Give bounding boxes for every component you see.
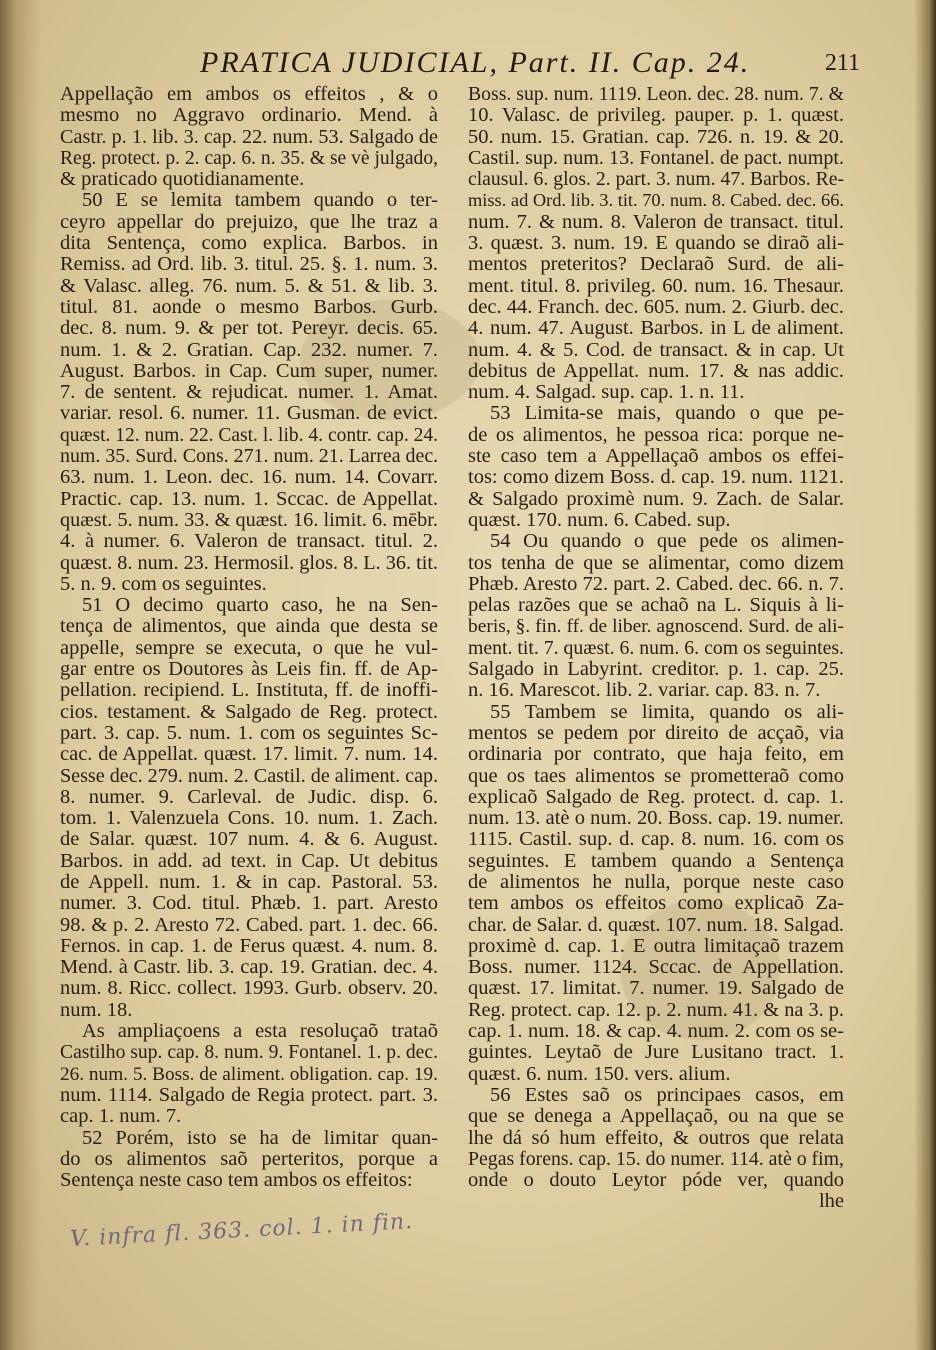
text-line: tença de alimentos, que ainda que desta se — [60, 615, 438, 638]
text-line: Reg. protect. p. 2. cap. 6. n. 35. & se vè julgado, — [60, 147, 438, 169]
text-line: mentos se pedem por direito de acçaõ, via — [468, 721, 844, 744]
text-line: part. 3. cap. 5. num. 1. com os seguintes Sc- — [60, 721, 438, 744]
text-line: 8. numer. 9. Carleval. de Judic. disp. 6. — [60, 785, 438, 808]
text-line: August. Barbos. in Cap. Cum super, numer. — [60, 359, 438, 382]
text-line: guintes. Leytaõ de Jure Lusitano tract. 1. — [468, 1041, 844, 1064]
text-line: lhe dá só hum effeito, & outros que relata — [468, 1126, 844, 1149]
text-line: que se denega a Appellaçaõ, ou na que se — [468, 1105, 844, 1128]
text-line: & praticado quotidianamente. — [60, 168, 305, 191]
text-line: num. 13. atè o num. 20. Boss. cap. 19. numer. — [468, 807, 844, 830]
text-line: mesmo no Aggravo ordinario. Mend. à — [60, 104, 438, 127]
text-line: 1115. Castil. sup. d. cap. 8. num. 16. com os — [468, 828, 844, 851]
text-line: 4. num. 47. August. Barbos. in L de aliment. — [468, 317, 844, 340]
text-line: num. 4. & 5. Cod. de transact. & in cap. Ut — [468, 338, 844, 361]
text-line: num. 4. Salgad. sup. cap. 1. n. 11. — [468, 381, 745, 404]
text-line: 56 Estes saõ os principaes casos, em — [490, 1083, 844, 1106]
text-line: titul. 81. aonde o mesmo Barbos. Gurb. — [60, 295, 438, 318]
text-line: Boss. numer. 1124. Sccac. de Appellation. — [468, 956, 844, 979]
text-line: quæst. 170. num. 6. Cabed. sup. — [468, 508, 731, 531]
text-line: 52 Porém, isto se ha de limitar quan- — [82, 1126, 438, 1149]
text-line: Sentença neste caso tem ambos os effeitos: — [60, 1169, 413, 1192]
text-line: 55 Tambem se limita, quando os ali- — [490, 700, 844, 723]
text-line: Practic. cap. 13. num. 1. Sccac. de Appellat. — [60, 487, 438, 510]
text-line: cac. de Appellat. quæst. 17. limit. 7. num. 14. — [60, 743, 438, 766]
text-line: ceyro appellar do prejuizo, que lhe traz a — [60, 210, 438, 233]
text-line: 50. num. 15. Gratian. cap. 726. n. 19. & 20. — [468, 125, 844, 148]
text-line: de os alimentos, he pessoa rica: porque ne- — [468, 423, 844, 446]
text-line: variar. resol. 6. numer. 11. Gusman. de evict. — [60, 402, 438, 425]
text-line: Mend. à Castr. lib. 3. cap. 19. Gratian. dec. 4. — [60, 956, 438, 979]
text-line: Salgado in Labyrint. creditor. p. 1. cap. 25. — [468, 658, 844, 681]
text-line: proximè d. cap. 1. E outra limitaçaõ trazem — [468, 934, 844, 957]
text-line: 26. num. 5. Boss. de aliment. obligation. cap. 19. — [60, 1063, 438, 1085]
text-line: num. 18. — [60, 998, 133, 1021]
text-line: quæst. 5. num. 33. & quæst. 16. limit. 6. mēbr. — [60, 508, 438, 531]
text-line: mentos preteritos? Declaraõ Surd. de ali- — [468, 253, 844, 276]
text-line: pelas razões que se achaõ na L. Siquis à li- — [468, 594, 844, 617]
running-head: PRATICA JUDICIAL, Part. II. Cap. 24. — [200, 46, 751, 79]
text-line: num. 1114. Salgado de Regia protect. part. 3. — [60, 1083, 438, 1106]
text-line: 3. quæst. 3. num. 19. E quando se diraõ ali- — [468, 232, 844, 255]
text-line: n. 16. Marescot. lib. 2. variar. cap. 83. n. 7. — [468, 679, 821, 702]
text-line: Pegas forens. cap. 15. do numer. 114. atè o fim, — [468, 1147, 844, 1170]
text-line: & Valasc. alleg. 76. num. 5. & 51. & lib. 3. — [60, 274, 438, 297]
text-line: 50 E se lemita tambem quando o ter- — [82, 189, 438, 212]
text-line: appelle, sempre se executa, o que he vul- — [60, 636, 438, 659]
right-text-column — [468, 84, 844, 1213]
text-line: 10. Valasc. de privileg. pauper. p. 1. quæst. — [468, 104, 844, 127]
text-line: beris, §. fin. ff. de liber. agnoscend. Surd. de ali- — [468, 616, 844, 638]
text-line: As ampliaçoens a esta resoluçaõ trataõ — [82, 1020, 438, 1043]
text-line: de Salar. quæst. 107 num. 4. & 6. August. — [60, 828, 438, 851]
text-line: do os alimentos saõ perteritos, porque a — [60, 1147, 438, 1170]
text-line: Boss. sup. num. 1119. Leon. dec. 28. num. 7. & — [468, 83, 844, 105]
text-line: Sesse dec. 279. num. 2. Castil. de aliment. cap. — [60, 764, 439, 787]
text-line: & Salgado proximè num. 9. Zach. de Salar. — [468, 487, 844, 510]
text-line: dita Sentença, como explica. Barbos. in — [60, 232, 438, 255]
text-line: num. 7. & num. 8. Valeron de transact. titul. — [468, 210, 844, 233]
text-line: Castr. p. 1. lib. 3. cap. 22. num. 53. Salgado de — [60, 125, 438, 148]
text-line: 5. n. 9. com os seguintes. — [60, 572, 267, 595]
text-line: dec. 8. num. 9. & per tot. Pereyr. decis. 65. — [60, 317, 438, 340]
text-line: ment. titul. 8. privileg. 60. num. 16. Thesaur. — [468, 274, 844, 297]
text-line: Fernos. in cap. 1. de Ferus quæst. 4. num. 8. — [60, 934, 438, 957]
text-line: que os taes alimentos se prometteraõ como — [468, 764, 844, 787]
page-edge-shadow — [914, 0, 936, 1350]
text-line: numer. 3. Cod. titul. Phæb. 1. part. Aresto — [60, 892, 438, 915]
text-line: tem ambos os effeitos como explicaõ Za- — [468, 892, 844, 915]
text-line: 4. à numer. 6. Valeron de transact. titul. 2. — [60, 530, 438, 553]
text-line: dec. 44. Franch. dec. 605. num. 2. Giurb. dec. — [468, 295, 844, 318]
text-line: Castil. sup. num. 13. Fontanel. de pact. numpt. — [468, 146, 844, 169]
text-line: pellation. recipiend. L. Instituta, ff. de inoffi- — [60, 679, 438, 702]
text-line: Remiss. ad Ord. lib. 3. titul. 25. §. 1. num. 3. — [60, 253, 438, 276]
text-line: de alimentos he nulla, porque neste caso — [468, 870, 844, 893]
text-line: num. 1. & 2. Gratian. Cap. 232. numer. 7. — [60, 338, 438, 361]
text-line: tos tenha de que se alimentar, como dizem — [468, 551, 844, 574]
text-line: debitus de Appellat. num. 17. & nas addic. — [468, 359, 844, 382]
text-line: 51 O decimo quarto caso, he na Sen- — [82, 594, 438, 617]
text-line: de Appell. num. 1. & in cap. Pastoral. 53. — [60, 870, 438, 893]
text-line: ste caso tem a Appellaçaõ ambos os effei- — [468, 445, 844, 468]
text-line: 7. de sentent. & rejudicat. numer. 1. Amat. — [60, 381, 438, 404]
text-line: num. 35. Surd. Cons. 271. num. 21. Larrea dec. — [60, 445, 439, 468]
text-line: cios. testament. & Salgado de Reg. protect. — [60, 700, 438, 723]
text-line: tos: como dizem Boss. d. cap. 19. num. 1121. — [468, 466, 844, 489]
text-line: onde o douto Leytor póde ver, quando — [468, 1169, 844, 1192]
text-line: lhe — [818, 1190, 844, 1213]
text-line: gar entre os Doutores às Leis fin. ff. de Ap- — [60, 658, 438, 681]
text-line: quæst. 8. num. 23. Hermosil. glos. 8. L. 36. tit. — [60, 551, 438, 574]
text-line: miss. ad Ord. lib. 3. tit. 70. num. 8. Cabed. dec. 66. — [468, 190, 844, 211]
text-line: Castilho sup. cap. 8. num. 9. Fontanel. 1. p. dec. — [60, 1042, 438, 1064]
handwritten-annotation: V. infra fl. 363. col. 1. in fin. — [69, 1209, 414, 1252]
text-line: Reg. protect. cap. 12. p. 2. num. 41. & na 3. p. — [468, 998, 844, 1021]
text-line: num. 8. Ricc. collect. 1993. Gurb. observ. 20. — [60, 977, 438, 1000]
page-gutter-shadow — [0, 0, 40, 1350]
text-line: seguintes. E tambem quando a Sentença — [468, 849, 844, 872]
text-line: quæst. 17. limitat. 7. numer. 19. Salgado de — [468, 977, 844, 1000]
page-header — [60, 44, 900, 84]
text-line: quæst. 6. num. 150. vers. alium. — [468, 1062, 731, 1085]
text-line: ment. tit. 7. quæst. 6. num. 6. com os seguintes. — [468, 636, 844, 659]
text-line: cap. 1. num. 18. & cap. 4. num. 2. com os se- — [468, 1020, 844, 1043]
text-line: explicaõ Salgado de Reg. protect. d. cap. 1. — [468, 785, 844, 808]
text-line: 63. num. 1. Leon. dec. 16. num. 14. Covarr. — [60, 466, 438, 489]
text-line: 53 Limita-se mais, quando o que pe- — [490, 402, 844, 425]
text-line: Appellação em ambos os effeitos , & o — [60, 83, 438, 105]
text-line: Phæb. Aresto 72. part. 2. Cabed. dec. 66. n. 7. — [468, 572, 844, 595]
text-line: cap. 1. num. 7. — [60, 1105, 182, 1128]
text-line: tom. 1. Valenzuela Cons. 10. num. 1. Zach. — [60, 807, 438, 830]
text-line: Barbos. in add. ad text. in Cap. Ut debitus — [60, 849, 438, 872]
text-line: ordinaria por contrato, que haja feito, em — [468, 743, 844, 766]
left-text-column — [60, 84, 438, 1191]
text-line: char. de Salar. d. quæst. 107. num. 18. Salgad. — [468, 913, 844, 936]
text-line: quæst. 12. num. 22. Cast. l. lib. 4. contr. cap. 24. — [60, 424, 438, 446]
text-line: 98. & p. 2. Aresto 72. Cabed. part. 1. dec. 66. — [60, 913, 438, 936]
text-line: clausul. 6. glos. 2. part. 3. num. 47. Barbos. Re- — [468, 168, 844, 191]
page-number: 211 — [824, 50, 860, 76]
text-line: 54 Ou quando o que pede os alimen- — [490, 530, 844, 553]
